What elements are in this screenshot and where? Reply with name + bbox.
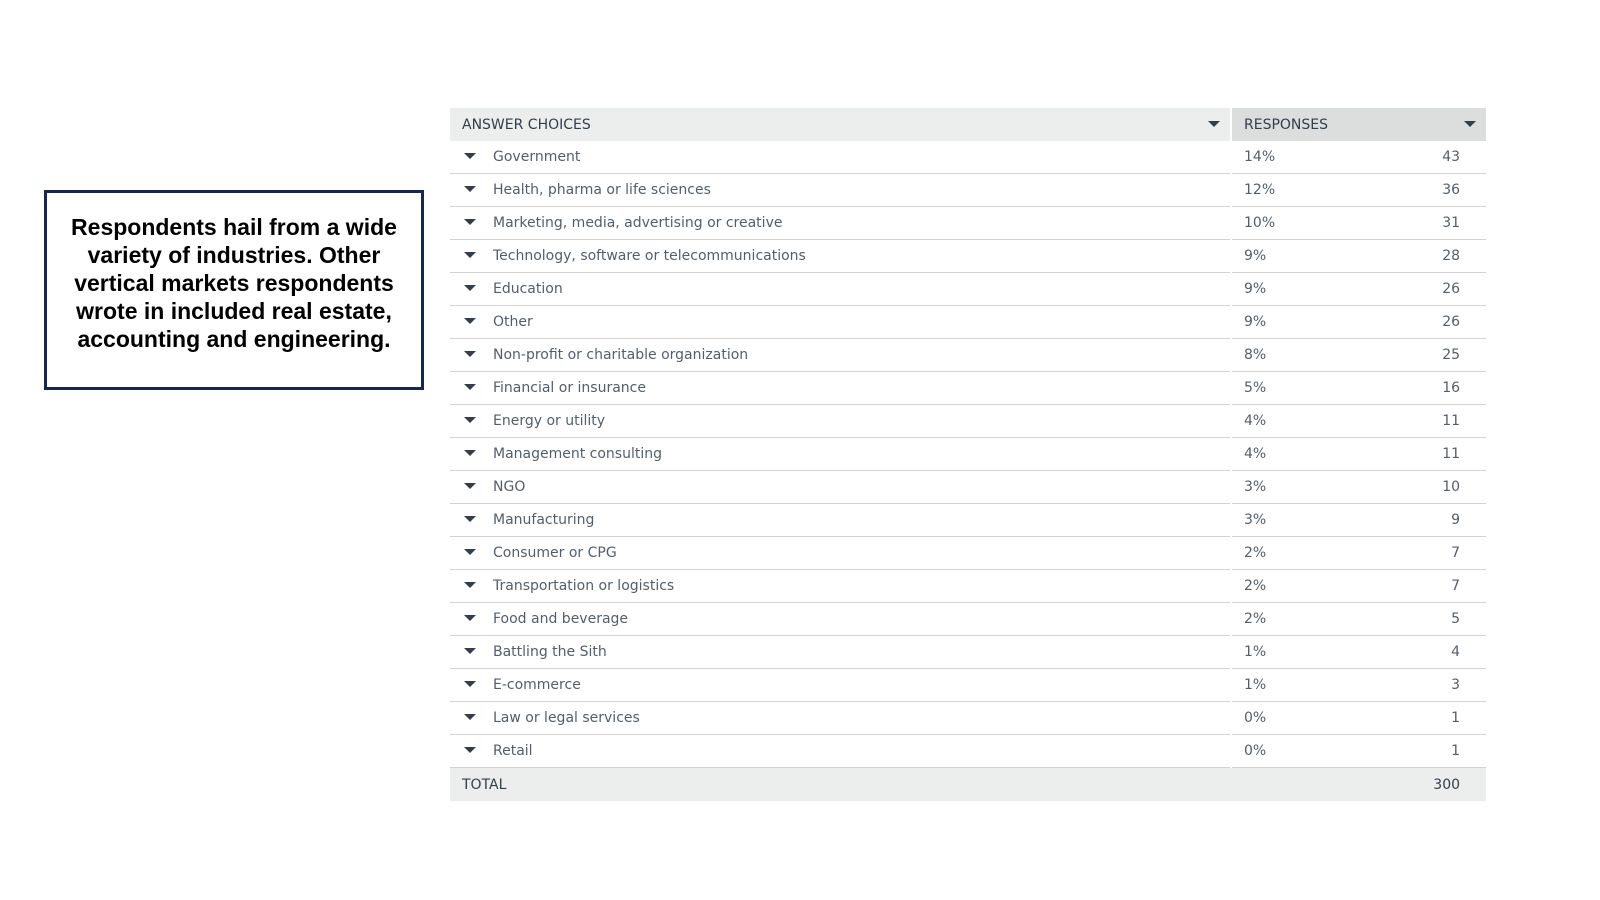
response-percent: 0%	[1231, 735, 1381, 768]
row-expand-caret-icon[interactable]	[464, 252, 476, 258]
table-row	[450, 273, 1486, 306]
answer-choice-cell	[450, 735, 1231, 768]
total-label: TOTAL	[450, 768, 1231, 802]
response-percent: 10%	[1231, 207, 1381, 240]
response-percent: 1%	[1231, 636, 1381, 669]
responses-header[interactable]	[1231, 108, 1486, 141]
row-expand-caret-icon[interactable]	[464, 615, 476, 621]
row-expand-caret-icon[interactable]	[464, 483, 476, 489]
response-percent: 4%	[1231, 438, 1381, 471]
response-count: 1	[1381, 735, 1486, 768]
answer-choice-label: Food and beverage	[493, 611, 629, 627]
response-count: 28	[1381, 240, 1486, 273]
row-expand-caret-icon[interactable]	[464, 351, 476, 357]
responses-header-label: RESPONSES	[1244, 116, 1329, 133]
row-expand-caret-icon[interactable]	[464, 648, 476, 654]
total-row	[450, 768, 1486, 802]
response-percent: 0%	[1231, 702, 1381, 735]
total-spacer	[1231, 768, 1381, 802]
answer-choice-label: Non-profit or charitable organization	[493, 347, 749, 363]
answer-choice-label: Transportation or logistics	[493, 578, 675, 594]
row-expand-caret-icon[interactable]	[464, 450, 476, 456]
table-header-row	[450, 108, 1486, 141]
response-count: 16	[1381, 372, 1486, 405]
responses-sort-icon[interactable]	[1464, 121, 1476, 127]
response-percent: 1%	[1231, 669, 1381, 702]
row-expand-caret-icon[interactable]	[464, 549, 476, 555]
table-row	[450, 735, 1486, 768]
answer-choice-label: Manufacturing	[493, 512, 595, 528]
table-row	[450, 438, 1486, 471]
answer-choice-cell	[450, 438, 1231, 471]
table-row	[450, 537, 1486, 570]
table-row	[450, 570, 1486, 603]
answer-choices-sort-icon[interactable]	[1208, 121, 1220, 127]
row-expand-caret-icon[interactable]	[464, 681, 476, 687]
table-row	[450, 240, 1486, 273]
row-expand-caret-icon[interactable]	[464, 153, 476, 159]
answer-choice-cell	[450, 306, 1231, 339]
answer-choice-label: Retail	[493, 743, 533, 759]
response-count: 9	[1381, 504, 1486, 537]
response-count: 26	[1381, 306, 1486, 339]
response-percent: 5%	[1231, 372, 1381, 405]
table-row	[450, 207, 1486, 240]
answer-choice-cell	[450, 207, 1231, 240]
response-percent: 2%	[1231, 603, 1381, 636]
table-row	[450, 174, 1486, 207]
table-footer	[450, 768, 1486, 802]
row-expand-caret-icon[interactable]	[464, 714, 476, 720]
response-count: 5	[1381, 603, 1486, 636]
table-row	[450, 141, 1486, 174]
response-count: 36	[1381, 174, 1486, 207]
row-expand-caret-icon[interactable]	[464, 582, 476, 588]
summary-callout-text: Respondents hail from a wide variety of industries. Other vertical markets respondents wrote in included real estate, accounting and engineering.	[71, 214, 397, 352]
table-row	[450, 372, 1486, 405]
answer-choice-label: Technology, software or telecommunications	[493, 248, 806, 264]
answer-choice-cell	[450, 372, 1231, 405]
response-count: 31	[1381, 207, 1486, 240]
answer-choice-cell	[450, 636, 1231, 669]
row-expand-caret-icon[interactable]	[464, 747, 476, 753]
answer-choice-cell	[450, 471, 1231, 504]
table-row	[450, 306, 1486, 339]
answer-choices-header[interactable]	[450, 108, 1231, 141]
answer-choice-label: Consumer or CPG	[493, 545, 617, 561]
answer-choice-cell	[450, 141, 1231, 174]
response-count: 25	[1381, 339, 1486, 372]
response-count: 43	[1381, 141, 1486, 174]
response-count: 7	[1381, 570, 1486, 603]
answer-choice-label: Marketing, media, advertising or creative	[493, 215, 783, 231]
response-count: 26	[1381, 273, 1486, 306]
response-count: 11	[1381, 405, 1486, 438]
answer-choice-cell	[450, 339, 1231, 372]
response-percent: 3%	[1231, 471, 1381, 504]
row-expand-caret-icon[interactable]	[464, 318, 476, 324]
answer-choice-label: Health, pharma or life sciences	[493, 182, 711, 198]
row-expand-caret-icon[interactable]	[464, 285, 476, 291]
response-count: 7	[1381, 537, 1486, 570]
responses-table	[450, 108, 1486, 801]
answer-choice-label: Law or legal services	[493, 710, 640, 726]
answer-choices-header-label: ANSWER CHOICES	[462, 116, 591, 133]
answer-choice-cell	[450, 240, 1231, 273]
answer-choice-cell	[450, 504, 1231, 537]
response-percent: 8%	[1231, 339, 1381, 372]
response-percent: 2%	[1231, 537, 1381, 570]
table-row	[450, 405, 1486, 438]
response-percent: 14%	[1231, 141, 1381, 174]
total-value: 300	[1381, 768, 1486, 802]
answer-choice-label: Management consulting	[493, 446, 663, 462]
table-row	[450, 702, 1486, 735]
summary-callout-box	[44, 190, 424, 390]
response-count: 10	[1381, 471, 1486, 504]
answer-choice-label: Other	[493, 314, 533, 330]
answer-choice-label: Financial or insurance	[493, 380, 646, 396]
row-expand-caret-icon[interactable]	[464, 219, 476, 225]
table-row	[450, 669, 1486, 702]
table-body	[450, 141, 1486, 768]
response-percent: 9%	[1231, 306, 1381, 339]
row-expand-caret-icon[interactable]	[464, 384, 476, 390]
answer-choice-cell	[450, 603, 1231, 636]
answer-choice-cell	[450, 570, 1231, 603]
table-row	[450, 339, 1486, 372]
answer-choice-cell	[450, 702, 1231, 735]
answer-choice-cell	[450, 537, 1231, 570]
table-row	[450, 603, 1486, 636]
answer-choice-label: NGO	[493, 479, 526, 495]
answer-choice-label: Battling the Sith	[493, 644, 607, 660]
response-percent: 4%	[1231, 405, 1381, 438]
response-count: 4	[1381, 636, 1486, 669]
response-count: 1	[1381, 702, 1486, 735]
table-row	[450, 504, 1486, 537]
row-expand-caret-icon[interactable]	[464, 186, 476, 192]
answer-choice-label: Education	[493, 281, 563, 297]
answer-choice-label: Government	[493, 149, 581, 165]
response-count: 3	[1381, 669, 1486, 702]
answer-choice-label: Energy or utility	[493, 413, 606, 429]
table-header	[450, 108, 1486, 141]
row-expand-caret-icon[interactable]	[464, 516, 476, 522]
answer-choice-cell	[450, 273, 1231, 306]
answer-choice-cell	[450, 669, 1231, 702]
answer-choice-cell	[450, 174, 1231, 207]
response-percent: 2%	[1231, 570, 1381, 603]
answer-choice-label: E-commerce	[493, 677, 581, 693]
table-row	[450, 636, 1486, 669]
answer-choice-cell	[450, 405, 1231, 438]
response-percent: 3%	[1231, 504, 1381, 537]
response-percent: 9%	[1231, 240, 1381, 273]
response-percent: 12%	[1231, 174, 1381, 207]
table-row	[450, 471, 1486, 504]
response-percent: 9%	[1231, 273, 1381, 306]
row-expand-caret-icon[interactable]	[464, 417, 476, 423]
response-count: 11	[1381, 438, 1486, 471]
